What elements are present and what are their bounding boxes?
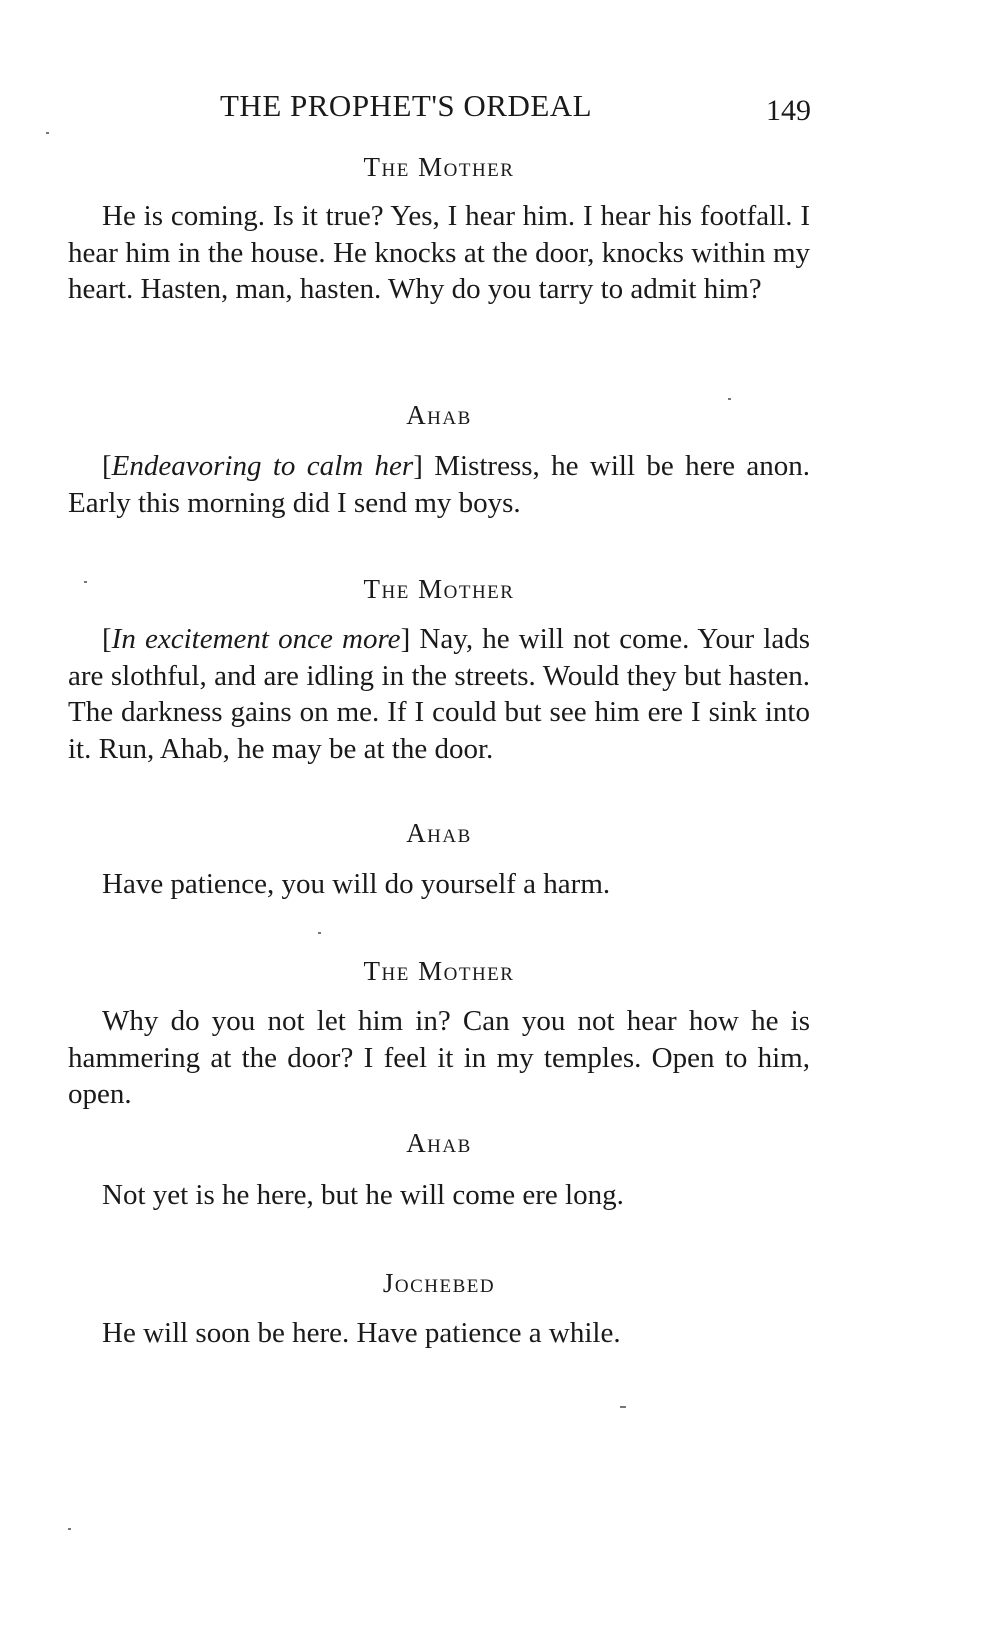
paper-speck bbox=[318, 932, 321, 934]
paper-speck bbox=[84, 581, 87, 583]
stage-direction: In excitement once more bbox=[111, 623, 401, 655]
speaker-name: Ahab bbox=[406, 400, 472, 430]
speaker-name: The Mother bbox=[363, 574, 515, 604]
speech: [Endeavoring to calm her] Mistress, he will be here anon. Early this morning did I send my boys. bbox=[68, 450, 811, 519]
speech: [In excitement once more] Nay, he will not come. Your lads are slothful, and are idling in the streets. Would they but hasten. The darkness gains on me. If I could but see him ere I sink into it. Run, Ahab, he may be at the door. bbox=[68, 623, 810, 765]
speaker-name: The Mother bbox=[363, 152, 515, 182]
speaker-name: Ahab bbox=[406, 818, 472, 848]
speaker-name: Ahab bbox=[406, 1128, 472, 1158]
speech-text: He will soon be here. Have patience a while. bbox=[102, 1317, 621, 1349]
speech-text: Not yet is he here, but he will come ere long. bbox=[102, 1179, 624, 1211]
speech-text: Mistress, he will be here anon. Early this morning did I send my boys. bbox=[68, 450, 811, 519]
speaker-name: The Mother bbox=[363, 956, 515, 986]
stage-direction: Endeavoring to calm her bbox=[111, 450, 414, 482]
paper-speck bbox=[68, 1528, 71, 1530]
speech-text: Nay, he will not come. Your lads are slothful, and are idling in the streets. Would they but hasten. The darkness gains on me. If I could but see him ere I sink into it. Run, Ahab, he may be at the door. bbox=[68, 623, 810, 765]
speaker-name: Jochebed bbox=[382, 1268, 496, 1298]
running-title: THE PROPHET'S ORDEAL bbox=[220, 88, 593, 123]
speech-text: Why do you not let him in? Can you not hear how he is hammering at the door? I feel it in my temples. Open to him, open. bbox=[68, 1005, 810, 1110]
paper-speck bbox=[620, 1406, 626, 1408]
page-number: 149 bbox=[766, 94, 811, 127]
paper-speck bbox=[728, 398, 731, 400]
speech-text: Have patience, you will do yourself a harm. bbox=[102, 868, 611, 900]
paper-speck bbox=[46, 132, 49, 134]
speech-text: He is coming. Is it true? Yes, I hear him. I hear his footfall. I hear him in the house. He knocks at the door, knocks within my heart. Hasten, man, hasten. Why do you tarry to admit him? bbox=[68, 200, 810, 305]
